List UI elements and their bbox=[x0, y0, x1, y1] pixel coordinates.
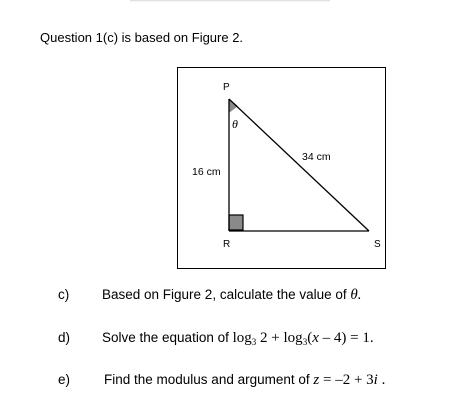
complex-expression: = –2 + 3 bbox=[319, 372, 374, 388]
side-pr-label: 16 cm bbox=[192, 166, 221, 178]
question-e-math bbox=[313, 372, 385, 388]
equation-rest: – 4) = 1. bbox=[318, 330, 374, 346]
vertex-p-label: P bbox=[223, 82, 230, 93]
period: . bbox=[377, 372, 386, 388]
question-c-letter: c) bbox=[58, 287, 70, 302]
side-ps bbox=[229, 99, 369, 231]
question-e-text bbox=[104, 372, 385, 389]
side-ps-label: 34 cm bbox=[302, 151, 331, 163]
log-term-1: log bbox=[232, 330, 252, 346]
question-e-prompt: Find the modulus and argument of bbox=[104, 372, 310, 387]
question-d-text bbox=[102, 330, 374, 347]
log-term-2: 2 + log bbox=[256, 330, 303, 346]
open-paren: ( bbox=[307, 330, 313, 346]
question-d-prompt: Solve the equation of bbox=[102, 330, 229, 345]
vertex-s-label: S bbox=[374, 239, 381, 250]
question-c-math bbox=[350, 287, 361, 303]
question-d-equation bbox=[233, 330, 374, 346]
imaginary-unit: i bbox=[373, 372, 378, 388]
question-c-text bbox=[102, 287, 362, 304]
variable-z: z bbox=[313, 372, 320, 388]
theta-symbol: θ. bbox=[350, 287, 362, 303]
top-edge-artifact bbox=[130, 0, 330, 2]
triangle-diagram bbox=[178, 68, 387, 270]
variable-x: x bbox=[312, 330, 319, 346]
question-c-prompt: Based on Figure 2, calculate the value of bbox=[102, 287, 347, 302]
question-intro: Question 1(c) is based on Figure 2. bbox=[40, 30, 244, 45]
log-base-1: 3 bbox=[251, 337, 257, 347]
question-d-letter: d) bbox=[58, 330, 71, 345]
angle-theta-label: θ bbox=[232, 117, 238, 131]
question-e-letter: e) bbox=[58, 372, 71, 387]
log-base-2: 3 bbox=[302, 337, 308, 347]
vertex-r-label: R bbox=[223, 239, 231, 250]
figure-2 bbox=[177, 67, 386, 269]
right-angle-marker bbox=[229, 215, 243, 230]
